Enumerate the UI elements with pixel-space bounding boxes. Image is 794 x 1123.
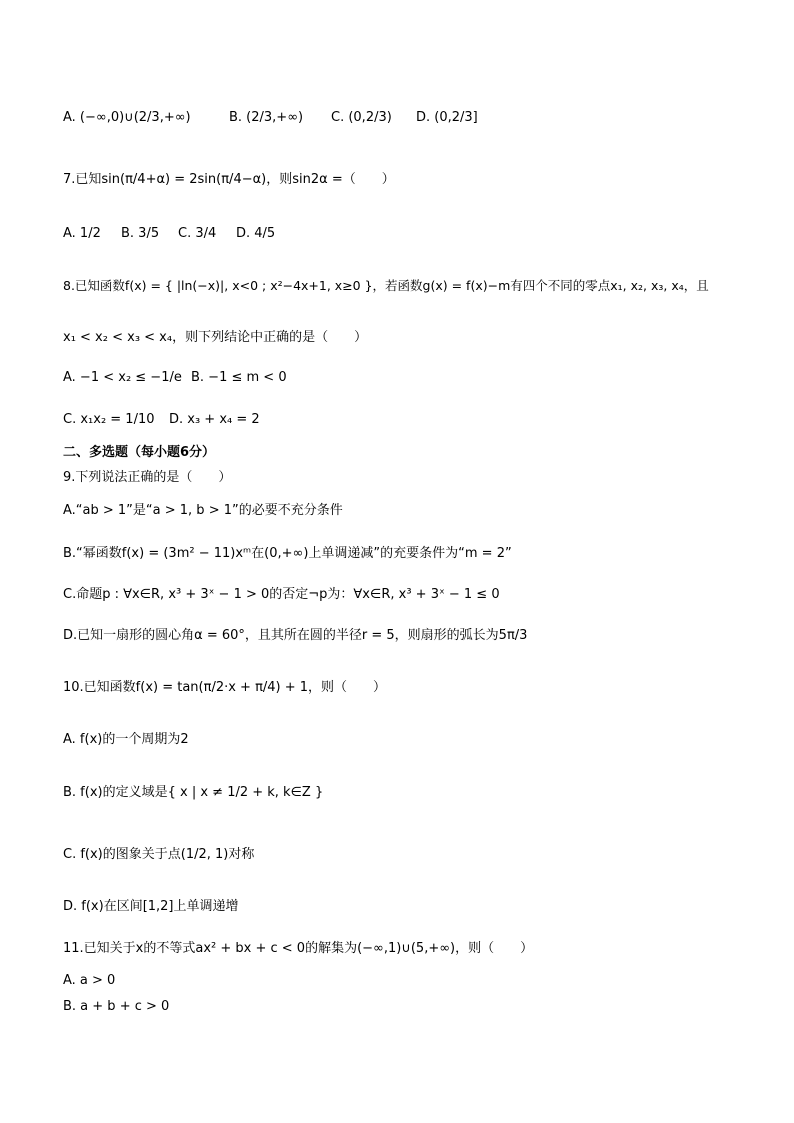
q9-stem: 9.下列说法正确的是（ ） xyxy=(63,470,232,485)
q8-option-d: D. x₃ + x₄ = 2 xyxy=(169,412,260,427)
q9-option-d: D.已知一扇形的圆心角α = 60°，且其所在圆的半径r = 5，则扇形的弧长为5π/3 xyxy=(63,628,528,643)
section-heading-multiple-choice: 二、多选题（每小题6分） xyxy=(63,445,216,460)
q9-option-a: A.“ab > 1”是“a > 1, b > 1”的必要不充分条件 xyxy=(63,503,343,518)
q11-option-b: B. a + b + c > 0 xyxy=(63,999,170,1014)
q8-option-a: A. −1 < x₂ ≤ −1/e xyxy=(63,370,182,385)
q11-option-a: A. a > 0 xyxy=(63,973,116,988)
q8-stem-line1: 8.已知函数f(x) = { |ln(−x)|, x<0 ; x²−4x+1, x≥0 }，若函数g(x) = f(x)−m有四个不同的零点x₁, x₂, x₃, x₄，且 xyxy=(63,278,709,293)
q10-option-d: D. f(x)在区间[1,2]上单调递增 xyxy=(63,899,239,914)
q8-option-c: C. x₁x₂ = 1/10 xyxy=(63,412,155,427)
q7-option-b: B. 3/5 xyxy=(121,226,160,241)
q9-option-b: B.“幂函数f(x) = (3m² − 11)xᵐ在(0,+∞)上单调递减”的充要条件为“m = 2” xyxy=(63,546,512,561)
q7-option-d: D. 4/5 xyxy=(236,226,276,241)
q6-option-a: A. (−∞,0)∪(2/3,+∞) xyxy=(63,110,191,125)
q10-option-c: C. f(x)的图象关于点(1/2, 1)对称 xyxy=(63,847,255,862)
q7-option-c: C. 3/4 xyxy=(178,226,217,241)
q11-stem: 11.已知关于x的不等式ax² + bx + c < 0的解集为(−∞,1)∪(5,+∞)，则（ ） xyxy=(63,941,534,956)
q7-stem: 7.已知sin(π/4+α) = 2sin(π/4−α)，则sin2α =（ ） xyxy=(63,172,395,187)
q10-option-a: A. f(x)的一个周期为2 xyxy=(63,732,189,747)
q10-stem: 10.已知函数f(x) = tan(π/2·x + π/4) + 1，则（ ） xyxy=(63,680,387,695)
q9-option-c: C.命题p : ∀x∈R, x³ + 3ˣ − 1 > 0的否定¬p为：∀x∈R, x³ + 3ˣ − 1 ≤ 0 xyxy=(63,587,500,602)
q8-option-b: B. −1 ≤ m < 0 xyxy=(191,370,287,385)
q8-stem-line2: x₁ < x₂ < x₃ < x₄，则下列结论中正确的是（ ） xyxy=(63,330,368,345)
q6-option-b: B. (2/3,+∞) xyxy=(229,110,304,125)
q6-option-d: D. (0,2/3] xyxy=(416,110,478,125)
q6-option-c: C. (0,2/3) xyxy=(331,110,392,125)
q10-option-b: B. f(x)的定义域是{ x | x ≠ 1/2 + k, k∈Z } xyxy=(63,785,324,800)
q7-option-a: A. 1/2 xyxy=(63,226,101,241)
